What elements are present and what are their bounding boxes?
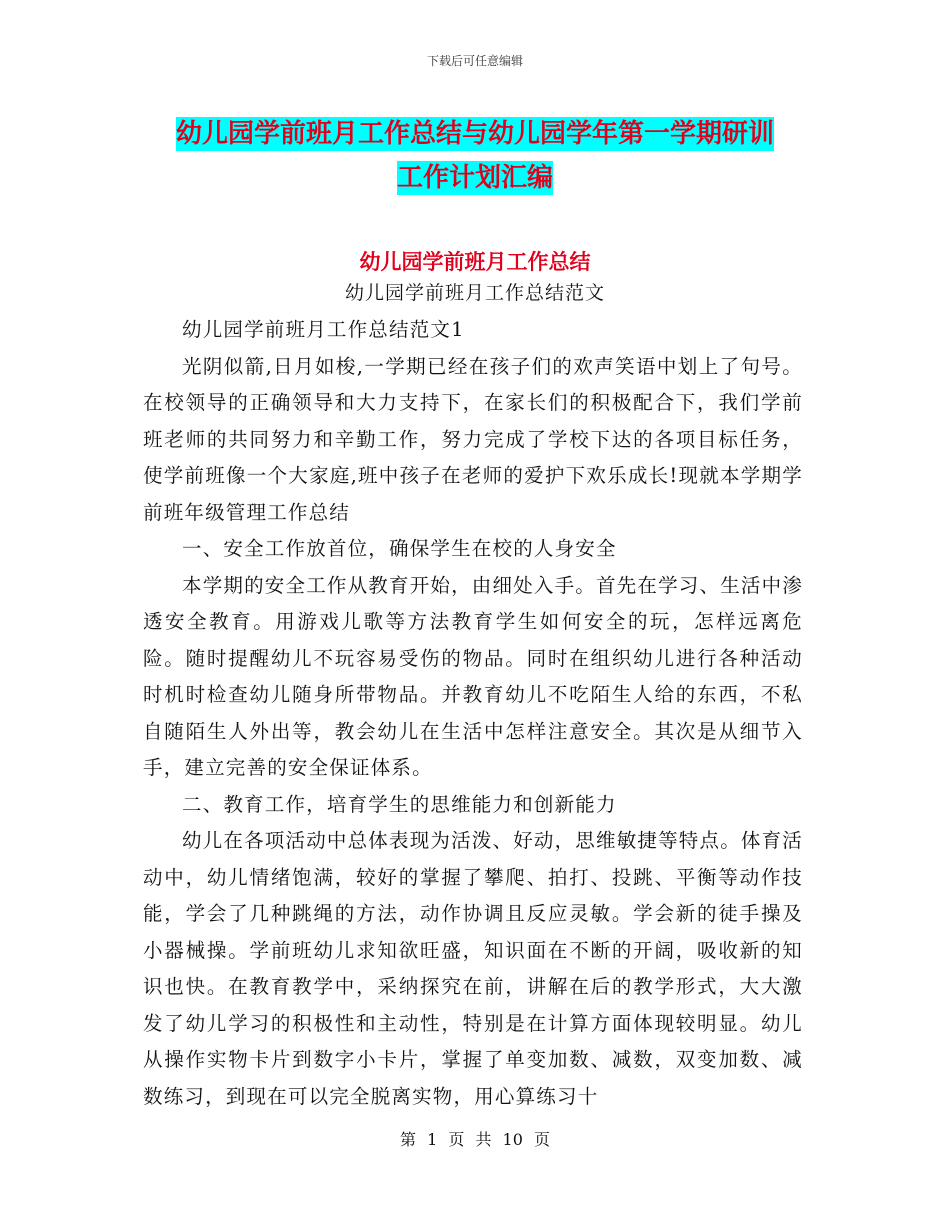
title-line-1: 幼儿园学前班月工作总结与幼儿园学年第一学期研训	[175, 119, 774, 149]
body-text	[143, 312, 803, 1115]
paragraph: 幼儿园学前班月工作总结范文1	[182, 318, 465, 341]
paragraph: 本学期的安全工作从教育开始，由细处入手。首先在学习、生活中渗透安全教育。用游戏儿歌等方法教育学生如何安全的玩，怎样远离危险。随时提醒幼儿不玩容易受伤的物品。同时在组织幼儿进行各种活动时机时检查幼儿随身所带物品。并教育幼儿不吃陌生人给的东西，不私自随陌生人外出等，教会幼儿在生活中怎样注意安全。其次是从细节入手，建立完善的安全保证体系。	[143, 573, 804, 779]
paragraph: 二、教育工作，培育学生的思维能力和创新能力	[182, 792, 617, 816]
subtitle: 幼儿园学前班月工作总结范文	[344, 282, 605, 304]
paragraph: 一、安全工作放首位，确保学生在校的人身安全	[182, 537, 617, 560]
section-title: 幼儿园学前班月工作总结	[359, 250, 591, 274]
document-title	[140, 112, 810, 200]
paragraph: 光阴似箭,日月如梭,一学期已经在孩子们的欢声笑语中划上了句号。在校领导的正确领导和大力支持下，在家长们的积极配合下，我们学前班老师的共同努力和辛勤工作，努力完成了学校下达的各项目标任务，使学前班像一个大家庭,班中孩子在老师的爱护下欢乐成长!现就本学期学前班年级管理工作总结	[143, 354, 803, 524]
title-line-2: 工作计划汇编	[396, 163, 553, 193]
paragraph: 幼儿在各项活动中总体表现为活泼、好动，思维敏捷等特点。体育活动中，幼儿情绪饱满，较好的掌握了攀爬、拍打、投跳、平衡等动作技能，学会了几种跳绳的方法，动作协调且反应灵敏。学会新的徒手操及小器械操。学前班幼儿求知欲旺盛，知识面在不断的开阔，吸收新的知识也快。在教育教学中，采纳探究在前，讲解在后的教学形式，大大激发了幼儿学习的积极性和主动性，特别是在计算方面体现较明显。幼儿从操作实物卡片到数字小卡片，掌握了单变加数、减数，双变加数、减数练习，到现在可以完全脱离实物，用心算练习十	[143, 829, 804, 1108]
header-note: 下载后可任意编辑	[426, 54, 523, 68]
page-footer: 第 1 页 共 10 页	[400, 1130, 550, 1149]
